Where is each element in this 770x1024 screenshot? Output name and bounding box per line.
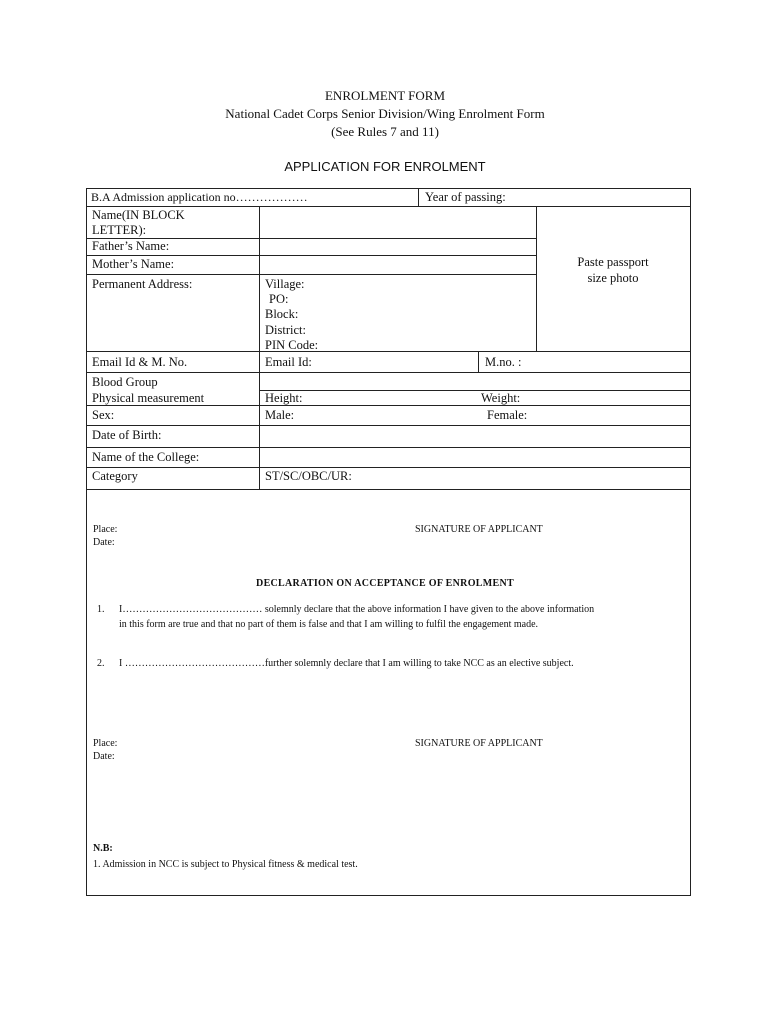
- declaration-item-number: 1.: [97, 604, 105, 615]
- name-field[interactable]: [260, 207, 536, 238]
- address-block[interactable]: Block:: [265, 307, 299, 321]
- row-divider: [86, 467, 691, 468]
- fathers-name-field[interactable]: [260, 239, 536, 255]
- mno-field[interactable]: M.no. :: [485, 355, 522, 369]
- row-divider: [86, 274, 536, 275]
- col-divider: [478, 351, 479, 372]
- weight-field[interactable]: Weight:: [481, 391, 521, 405]
- fathers-name-label: Father’s Name:: [92, 239, 170, 253]
- form-subtitle: National Cadet Corps Senior Division/Wing Enrolment Form: [225, 106, 545, 121]
- dob-field[interactable]: [260, 426, 690, 447]
- photo-label-cont: size photo: [587, 271, 639, 285]
- row-divider: [259, 390, 691, 391]
- declaration-title: DECLARATION ON ACCEPTANCE OF ENROLMENT: [256, 578, 514, 589]
- blood-group-field[interactable]: [260, 373, 690, 390]
- college-label: Name of the College:: [92, 450, 200, 464]
- declaration-item-1-cont: in this form are true and that no part of them is false and that I am willing to fulfil the engagement made.: [119, 619, 539, 630]
- email-id-field[interactable]: Email Id:: [265, 355, 312, 369]
- date-label: Date:: [93, 537, 115, 548]
- note-title: N.B:: [93, 843, 113, 854]
- form-title: ENROLMENT FORM: [324, 88, 446, 103]
- year-of-passing-label: Year of passing:: [425, 190, 506, 204]
- male-option[interactable]: Male:: [265, 408, 295, 422]
- height-field[interactable]: Height:: [265, 391, 303, 405]
- blood-group-label: Blood Group: [92, 375, 158, 389]
- note-text: 1. Admission in NCC is subject to Physical fitness & medical test.: [93, 859, 358, 870]
- mothers-name-label: Mother’s Name:: [92, 257, 175, 271]
- declaration-item-1: I…………………………………… solemnly declare that the above information I have given to the above information: [119, 604, 595, 615]
- photo-label: Paste passport: [577, 255, 649, 269]
- college-field[interactable]: [260, 448, 690, 467]
- mothers-name-field[interactable]: [260, 256, 536, 274]
- dob-label: Date of Birth:: [92, 428, 162, 442]
- application-title: APPLICATION FOR ENROLMENT: [284, 159, 486, 174]
- col-divider: [418, 188, 419, 206]
- permanent-address-label: Permanent Address:: [92, 277, 193, 291]
- place-label: Place:: [93, 738, 118, 749]
- signature-label: SIGNATURE OF APPLICANT: [415, 738, 543, 749]
- form-frame: [86, 188, 691, 896]
- address-pin-code[interactable]: PIN Code:: [265, 338, 319, 352]
- physical-measurement-label: Physical measurement: [92, 391, 205, 405]
- signature-label: SIGNATURE OF APPLICANT: [415, 524, 543, 535]
- address-district[interactable]: District:: [265, 323, 306, 337]
- address-village[interactable]: Village:: [265, 277, 305, 291]
- name-label: Name(IN BLOCK: [92, 208, 185, 222]
- row-divider: [86, 489, 691, 490]
- category-options[interactable]: ST/SC/OBC/UR:: [265, 469, 352, 483]
- admission-no-label: B.A Admission application no………………: [91, 190, 308, 204]
- col-divider: [536, 206, 537, 351]
- sex-label: Sex:: [92, 408, 115, 422]
- date-label: Date:: [93, 751, 115, 762]
- category-label: Category: [92, 469, 138, 483]
- declaration-item-number: 2.: [97, 658, 105, 669]
- name-label-cont: LETTER):: [92, 223, 147, 237]
- declaration-item-2: I ……………………………………further solemnly declare that I am willing to take NCC as an elective subject.: [119, 658, 574, 669]
- email-mno-label: Email Id & M. No.: [92, 355, 188, 369]
- photo-box: [538, 254, 688, 286]
- female-option[interactable]: Female:: [487, 408, 528, 422]
- place-label: Place:: [93, 524, 118, 535]
- row-divider: [86, 351, 691, 352]
- form-rules: (See Rules 7 and 11): [331, 124, 439, 139]
- address-po[interactable]: PO:: [269, 292, 289, 306]
